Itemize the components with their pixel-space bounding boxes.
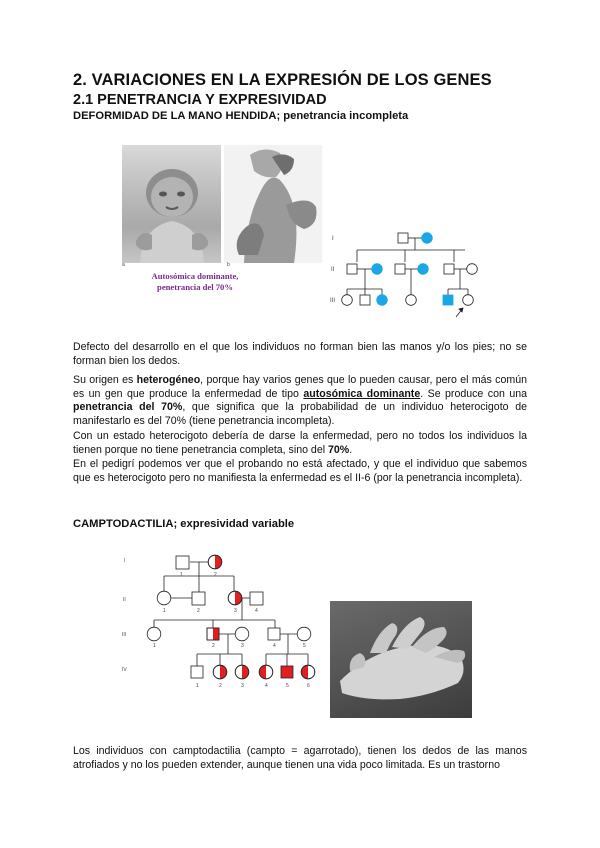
individual-II-1 — [347, 264, 357, 274]
camp-IV-5 — [281, 666, 293, 678]
pedigree1-gen-II: II — [331, 267, 335, 273]
camp-II-3 — [228, 591, 242, 605]
photo-a-label: a — [122, 262, 125, 268]
split-hand-pedigree — [330, 225, 480, 325]
individual-II-2 — [372, 264, 383, 275]
camp-I-1 — [176, 556, 189, 569]
camp-num-II-3: 3 — [234, 608, 237, 614]
individual-III-4 — [406, 295, 417, 306]
camp-num-III-2: 2 — [212, 643, 215, 649]
camp-num-II-2: 2 — [197, 608, 200, 614]
camp-num-IV-5: 5 — [286, 683, 289, 689]
camp-gen-III: III — [122, 632, 127, 638]
pedigree1-gen-III: III — [330, 298, 336, 304]
camp-III-1 — [147, 627, 161, 641]
paragraph-pedigree: En el pedigrí podemos ver que el probando no está afectado, y que el individuo que sabemos que es heterocigoto pero no manifiesta la enfermedad es el II-6 (por la penetrancia incompleta). — [73, 458, 527, 484]
camp-IV-2 — [213, 665, 227, 679]
camp-num-IV-6: 6 — [307, 683, 310, 689]
camp-IV-4 — [259, 665, 273, 679]
paragraph-definition: Defecto del desarrollo en el que los individuos no forman bien las manos y/o los pies; no se forman bien los dedos. — [73, 341, 527, 367]
paragraph-origin: Su origen es heterogéneo, porque hay varios genes que lo pueden causar, pero el más común es un gen que produce la enfermedad de tipo autosómica dominante. Se produce con una penetrancia del 70%, que significa que la probabilidad de un individuo heterocigoto de manifestarlo es del 70% (tiene penetrancia incompleta). — [73, 374, 527, 427]
paragraph-camptodactyly: Los individuos con camptodactilia (campto = agarrotado), tienen los dedos de las manos atrofiados y no los pueden extender, aunque tienen una vida poco limitada. Es un trastorno — [73, 745, 527, 771]
individual-II-4 — [418, 264, 429, 275]
camp-num-I-1: 1 — [180, 572, 183, 578]
individual-II-5 — [444, 264, 454, 274]
individual-III-1 — [342, 295, 353, 306]
camp-II-2 — [192, 592, 205, 605]
individual-III-2 — [360, 295, 370, 305]
camp-num-II-1: 1 — [163, 608, 166, 614]
camp-II-4 — [250, 592, 263, 605]
camp-num-II-4: 4 — [255, 608, 258, 614]
camp-III-5 — [297, 627, 311, 641]
caption-line-2: penetrancia del 70% — [157, 282, 233, 292]
camp-III-3 — [235, 627, 249, 641]
individual-I-2 — [422, 233, 433, 244]
pedigree1-individuals — [342, 233, 478, 317]
camp-num-IV-4: 4 — [265, 683, 268, 689]
camp-num-IV-2: 2 — [219, 683, 222, 689]
baby-photo — [122, 145, 221, 263]
camp-II-1 — [157, 591, 171, 605]
section-title-camptodactyly: CAMPTODACTILIA; expresividad variable — [73, 518, 295, 530]
feet-photo — [224, 145, 322, 263]
camp-num-III-1: 1 — [153, 643, 156, 649]
paragraph-heterozygous: Con un estado heterocigoto debería de darse la enfermedad, pero no todos los individuos la tienen porque no tiene penetrancia completa, sino del 70%. — [73, 430, 527, 456]
camp-num-III-3: 3 — [241, 643, 244, 649]
camp-III-4 — [268, 628, 280, 640]
camp-num-III-5: 5 — [303, 643, 306, 649]
camp-gen-I: I — [124, 558, 126, 564]
sub-heading: 2.1 PENETRANCIA Y EXPRESIVIDAD — [73, 92, 327, 108]
camp-IV-3 — [235, 665, 249, 679]
camp-num-I-2: 2 — [214, 572, 217, 578]
figure-caption — [130, 271, 260, 293]
individual-II-6 — [467, 264, 478, 275]
camp-gen-IV: IV — [122, 667, 127, 673]
individual-I-1 — [398, 233, 408, 243]
camp-num-IV-1: 1 — [196, 683, 199, 689]
camp-III-2 — [207, 628, 219, 640]
camptodactyly-pedigree — [118, 550, 328, 700]
individual-III-5 — [443, 295, 453, 305]
individual-III-6 — [463, 295, 474, 306]
pedigree1-gen-I: I — [332, 236, 334, 242]
photo-b-label: b — [227, 262, 230, 268]
caption-line-1: Autosómica dominante, — [151, 271, 239, 281]
section-title-split-hand: DEFORMIDAD DE LA MANO HENDIDA; penetrancia incompleta — [73, 110, 409, 122]
individual-III-3 — [377, 295, 388, 306]
hand-photo — [330, 601, 472, 718]
camp-num-III-4: 4 — [273, 643, 276, 649]
individual-II-3 — [395, 264, 405, 274]
main-heading: 2. VARIACIONES EN LA EXPRESIÓN DE LOS GENES — [73, 71, 492, 89]
camp-I-2 — [208, 555, 222, 569]
camp-gen-II: II — [123, 597, 126, 603]
camp-IV-6 — [301, 665, 315, 679]
camp-num-IV-3: 3 — [241, 683, 244, 689]
camp-IV-1 — [191, 666, 203, 678]
